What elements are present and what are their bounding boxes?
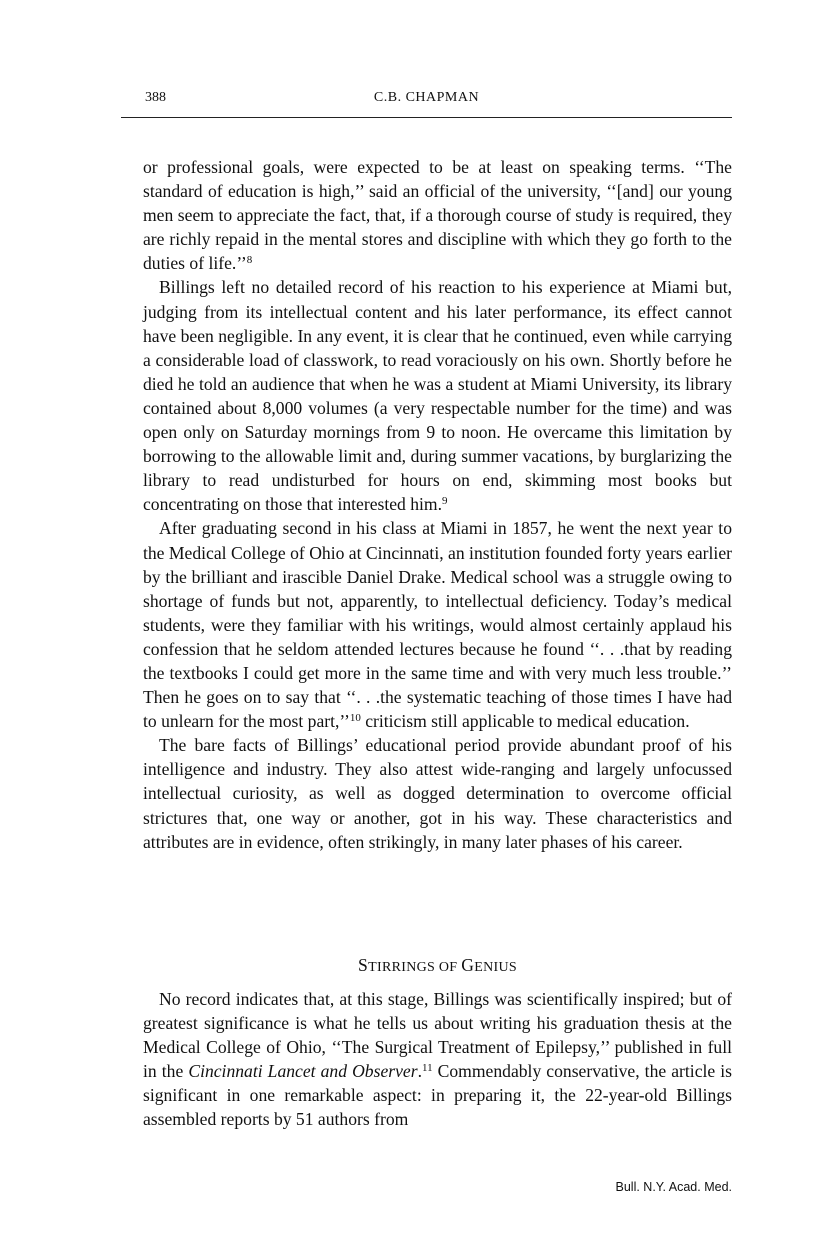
footnote-ref-9: 9: [442, 495, 448, 508]
footnote-ref-10: 10: [349, 712, 361, 725]
section-body: [143, 987, 732, 1132]
paragraph-3: After graduating second in his class at Miami in 1857, he went the next year to the Medical College of Ohio at Cincinnati, an institution founded forty years earlier by the brilliant and irascible Daniel Drake. Medical school was a struggle owing to shortage of funds but not, apparently, to intellectual deficiency. Today’s medical students, were they familiar with his writings, would almost certainly applaud his confession that he seldom attended lectures because he found ‘‘. . .that by reading the textbooks I could get more in the same time and with very much less trouble.’’ Then he goes on to say that ‘‘. . .the systematic teaching of those times I have had to unlearn for the most part,’’$^{10}$ criticism still applicable to medical education.: [143, 518, 732, 732]
journal-title-italic: Cincinnati Lancet and Observer: [188, 1061, 418, 1082]
article-body: [143, 155, 732, 854]
journal-footer: Bull. N.Y. Acad. Med.: [615, 1180, 732, 1194]
page-number: 388: [145, 90, 166, 105]
header-rule: [121, 117, 732, 118]
footnote-ref-11: 11: [421, 1062, 433, 1075]
footnote-ref-8: 8: [246, 254, 253, 267]
paragraph-5: No record indicates that, at this stage, Billings was scientifically inspired; but of greatest significance is what he tells us about writing his graduation thesis at the Medical College of Ohio, ‘‘The Surgical Treatment of Epilepsy,’’ published in full in the Cincinnati Lancet and Observer.$^{11}$ Commendably conservative, the article is significant in one remarkable aspect: in preparing it, the 22-year-old Billings assembled reports by 51 authors from: [143, 989, 732, 1130]
running-head: C.B. CHAPMAN: [373, 90, 480, 105]
paragraph-1: or professional goals, were expected to be at least on speaking terms. ‘‘The standard of education is high,’’ said an official of the university, ‘‘[and] our young men seem to appreciate the fact, that, if a thorough course of study is required, they are richly repaid in the mental stores and discipline with which they go forth to the duties of life.’’$^8$: [143, 157, 732, 274]
paragraph-2: Billings left no detailed record of his reaction to his experience at Miami but, judging from its intellectual content and his later performance, its effect cannot have been negligible. In any event, it is clear that he continued, even while carrying a considerable load of classwork, to read voraciously on his own. Shortly before he died he told an audience that when he was a student at Miami University, its library contained about 8,000 volumes (a very respectable number for the time) and was open only on Saturday mornings from 9 to noon. He overcame this limitation by borrowing to the allowable limit and, during summer vacations, by burglarizing the library to read undisturbed for hours on end, skimming most books but concentrating on those that interested him.$^9$: [143, 277, 732, 515]
page-header: [121, 88, 732, 114]
paragraph-4: The bare facts of Billings’ educational period provide abundant proof of his intelligence and industry. They also attest wide-ranging and largely unfocussed intellectual curiosity, as well as dogged determination to overcome official strictures that, one way or another, got in his way. These characteristics and attributes are in evidence, often strikingly, in many later phases of his career.: [143, 735, 732, 852]
section-heading: STIRRINGS OF GENIUS: [358, 955, 517, 975]
